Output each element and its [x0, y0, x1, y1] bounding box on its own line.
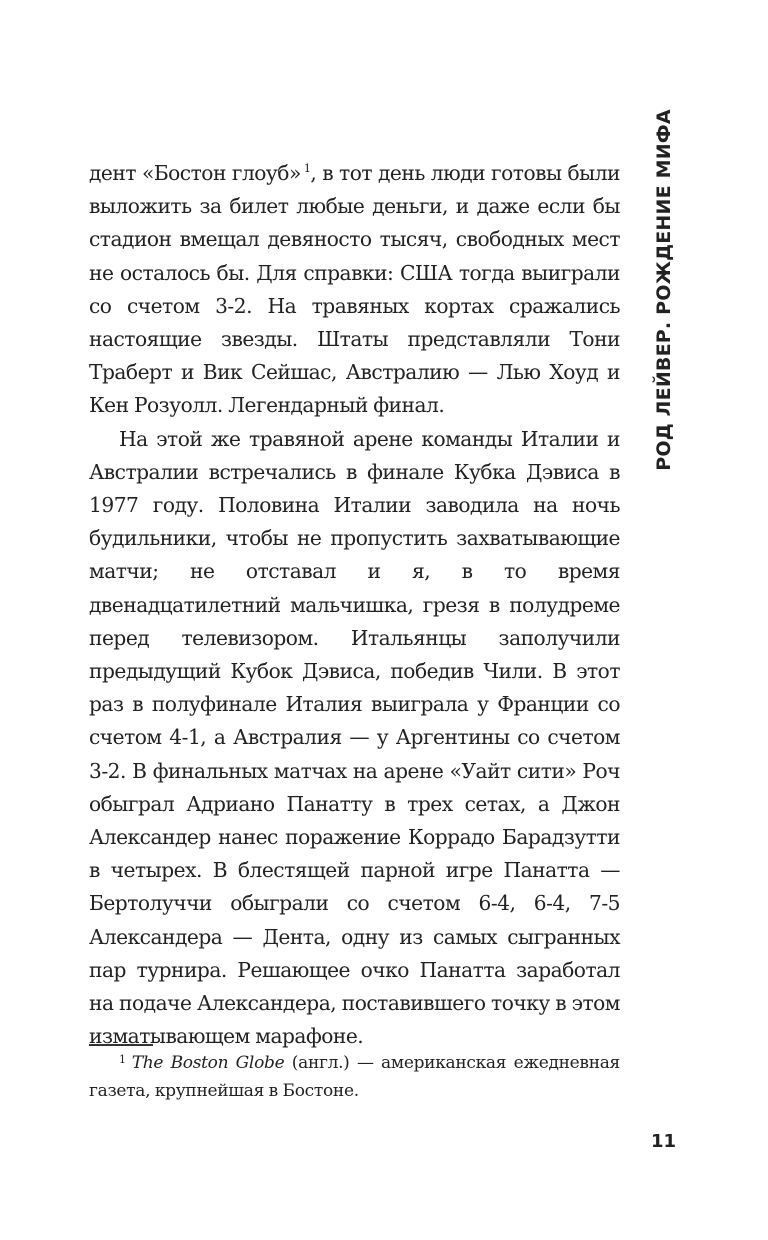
paragraph-2: На этой же травяной арене команды Италии и Австралии встречались в финале Кубка Дэвиса в 1977 году. Половина Италии заводила на ночь будильники, чтобы не пропустить захватывающие матчи; не отставал и я, в то время двенадцатилетний мальчишка, грезя в полудреме перед телевизором. Итальянцы заполучили предыдущий Кубок Дэвиса, победив Чили. В этот раз в полуфинале Италия выиграла у Франции со счетом 4-1, а Австралия — у Аргентины со счетом 3-2. В финальных матчах на арене «Уайт сити» Роч обыграл Адриано Панатту в трех сетах, а Джон Александер нанес поражение Коррадо Барадзутти в четырех. В блестящей парной игре Панатта — Бертолуччи обыграли со счетом 6-4, 6-4, 7-5 Александера — Дента, одну из самых сыгранных пар турнира. Решающее очко Панатта заработал на подаче Александера, поставившего точку в этом изматывающем марафоне.: [89, 426, 620, 1049]
running-title-text: РОД ЛЕЙВЕР. РОЖДЕНИЕ МИФА: [653, 109, 675, 471]
footnote-reference: 1: [303, 162, 311, 176]
page-number: 11: [651, 1131, 677, 1152]
paragraph-1: [89, 157, 620, 423]
paragraph-1-rest: , в тот день люди готовы были выложить за билет любые деньги, и даже если бы стадион вмещал девяносто тысяч, свободных мест не осталось бы. Для справки: США тогда выиграли со счетом 3-2. На травяных кортах сражались настоящие звезды. Штаты представляли Тони Траберт и Вик Сейшас, Австралию — Лью Хоуд и Кен Розуолл. Легендарный финал.: [89, 161, 620, 418]
footnote-text: (англ.) — американская ежедневная газета, крупнейшая в Бостоне.: [89, 1053, 620, 1101]
footnote-title: The Boston Globe: [131, 1053, 285, 1073]
footnote: [89, 1046, 620, 1105]
paragraph-1-start: дент «Бостон глоуб»: [89, 161, 301, 185]
main-text: [89, 157, 620, 1053]
footnote-marker: 1: [119, 1053, 126, 1066]
